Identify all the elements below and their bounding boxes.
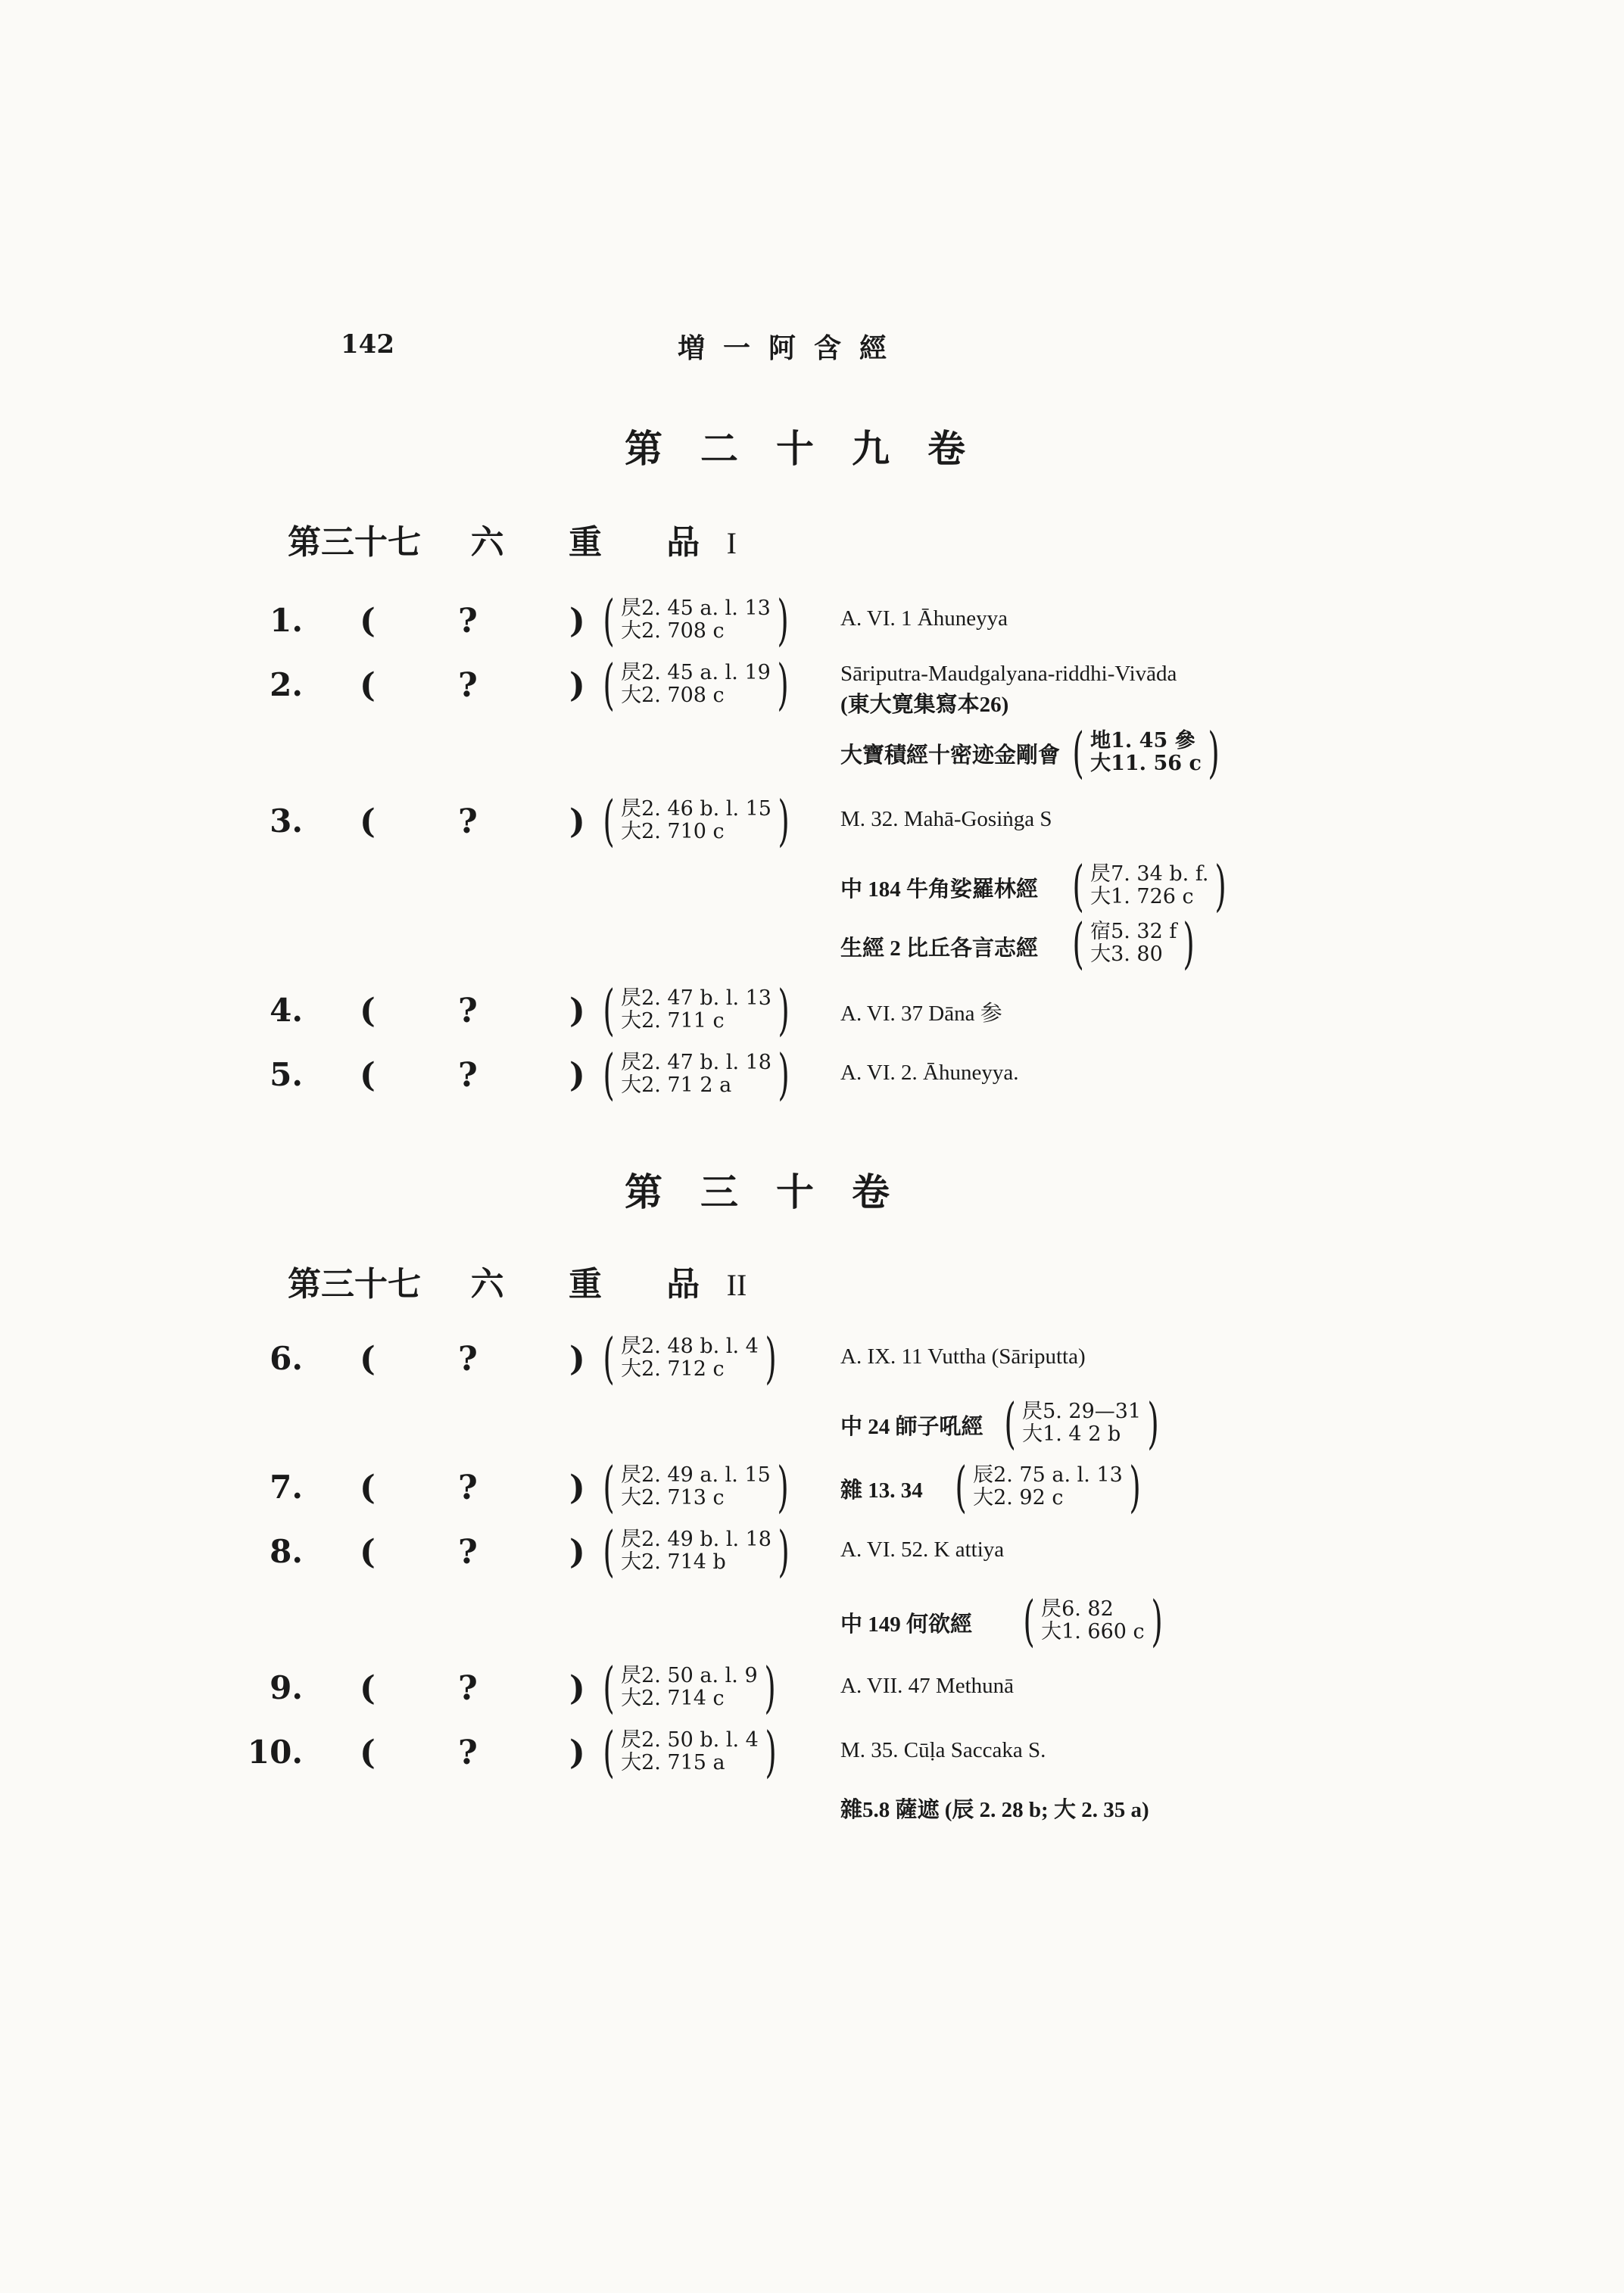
parallel-text: A. IX. 11 Vuttha (Sāriputta) [840, 1344, 1086, 1369]
ref-line-2: 大2. 714 b [621, 1550, 726, 1574]
close-paren: ) [569, 602, 585, 640]
ref-line-2: 大2. 710 c [621, 820, 725, 843]
ref-line-2: 大3. 80 [1090, 942, 1163, 966]
entry-number: 8. [270, 1533, 303, 1570]
entry-number: 1. [270, 602, 303, 639]
close-paren: ) [569, 1340, 585, 1379]
section-label: 第三十七 [288, 523, 421, 562]
entry-number: 7. [270, 1469, 303, 1506]
ref-line-2: 大2. 708 c [621, 619, 725, 643]
ref-line-1: 昃2. 47 b. l. 18 [621, 1051, 771, 1074]
entry-number: 3. [270, 802, 303, 840]
ref-line-2: 大2. 713 c [621, 1486, 725, 1509]
ref-line-1: 昃2. 46 b. l. 15 [621, 797, 771, 821]
juan-30-title: 第三十卷 [625, 1170, 927, 1214]
question-mark: ? [458, 666, 478, 705]
open-paren: ( [360, 1056, 376, 1095]
ref-bracket: ( 昃2. 46 b. l. 15 大2. 710 c ) [603, 789, 790, 852]
ref-line-2: 大2. 708 c [621, 684, 725, 707]
ref-line-2: 大2. 712 c [621, 1357, 725, 1381]
entry-number: 4. [270, 992, 303, 1029]
ref-line-1: 昃2. 49 a. l. 15 [621, 1463, 771, 1487]
ref-line-1: 宿5. 32 f [1090, 920, 1177, 943]
extra-parallel: 中 24 師子吼經 [840, 1415, 983, 1439]
extra-parallel: 中 184 牛角娑羅林經 [840, 877, 1039, 902]
running-title: 増一阿含經 [678, 332, 906, 364]
entry-number: 2. [270, 666, 303, 703]
ref-line-2: 大1. 660 c [1041, 1620, 1145, 1643]
question-mark: ? [458, 1734, 478, 1772]
parallel-text: 雜 13. 34 [840, 1478, 923, 1503]
ref-line-1: 昃2. 47 b. l. 13 [621, 986, 771, 1010]
parallel-text: A. VI. 1 Āhuneyya [840, 606, 1008, 631]
open-paren: ( [360, 992, 376, 1030]
entry-number: 5. [270, 1056, 303, 1093]
ref-line-1: 昃2. 45 a. l. 13 [621, 597, 771, 620]
ref-bracket: ( 昃2. 48 b. l. 4 大2. 712 c ) [603, 1326, 777, 1390]
extra-parallel: 中 149 何欲經 [840, 1612, 973, 1637]
ref-line-1: 昃2. 50 b. l. 4 [621, 1728, 759, 1752]
extra-ref: ( 昃5. 29—31 大1. 4 2 b ) [1004, 1391, 1159, 1455]
ref-line-1: 昃2. 48 b. l. 4 [621, 1335, 759, 1358]
ref-bracket: ( 昃2. 45 a. l. 13 大2. 708 c ) [603, 588, 789, 652]
ref-line-1: 昃5. 29—31 [1022, 1400, 1142, 1423]
question-mark: ? [458, 1669, 478, 1708]
close-paren: ) [569, 1669, 585, 1708]
ref-line-2: 大2. 715 a [621, 1751, 725, 1774]
open-paren: ( [360, 1533, 376, 1572]
ref-line-1: 昃7. 34 b. f. [1090, 862, 1209, 886]
question-mark: ? [458, 802, 478, 841]
close-paren: ) [569, 1469, 585, 1507]
parallel-text: A. VI. 52. K attiya [840, 1537, 1005, 1562]
open-paren: ( [360, 802, 376, 841]
parallel-text: M. 35. Cūḷa Saccaka S. [840, 1738, 1046, 1762]
entry-number: 9. [270, 1669, 303, 1706]
ref-line-2: 大2. 71 2 a [621, 1073, 732, 1097]
extra-ref: ( 昃7. 34 b. f. 大1. 726 c ) [1072, 854, 1227, 918]
question-mark: ? [458, 992, 478, 1030]
extra-ref-2: ( 宿5. 32 f 大3. 80 ) [1072, 911, 1195, 975]
ref-line-1: 辰2. 75 a. l. 13 [973, 1463, 1123, 1487]
extra-parallel: 大寶積經十密迹金剛會 [840, 743, 1061, 768]
open-paren: ( [360, 666, 376, 705]
section-name: 六 重 品 [470, 523, 700, 562]
ref-bracket: ( 昃2. 49 b. l. 18 大2. 714 b ) [603, 1519, 790, 1583]
close-paren: ) [569, 1734, 585, 1772]
parallel-ref: ( 辰2. 75 a. l. 13 大2. 92 c ) [955, 1455, 1141, 1519]
section-roman: II [726, 1268, 747, 1302]
parallel-text: M. 32. Mahā-Gosiṅga S [840, 807, 1052, 831]
ref-line-2: 大2. 92 c [973, 1486, 1064, 1509]
open-paren: ( [360, 1669, 376, 1708]
question-mark: ? [458, 1340, 478, 1379]
question-mark: ? [458, 602, 478, 640]
open-paren: ( [360, 602, 376, 640]
extra-ref: ( 昃6. 82 大1. 660 c ) [1023, 1589, 1163, 1653]
extra-parallel-2: 生經 2 比丘各言志經 [840, 936, 1039, 961]
parallel-text-2: (東大寛集寫本26) [840, 693, 1009, 717]
ref-line-1: 昃2. 50 a. l. 9 [621, 1664, 758, 1687]
ref-bracket: ( 昃2. 50 a. l. 9 大2. 714 c ) [603, 1656, 776, 1719]
open-paren: ( [360, 1340, 376, 1379]
close-paren: ) [569, 666, 585, 705]
extra-ref: ( 地1. 45 參 大11. 56 c ) [1072, 721, 1220, 784]
ref-bracket: ( 昃2. 49 a. l. 15 大2. 713 c ) [603, 1455, 789, 1519]
ref-line-1: 昃2. 45 a. l. 19 [621, 661, 771, 684]
section-heading-2 [288, 1257, 747, 1305]
ref-line-2: 大11. 56 c [1090, 752, 1202, 775]
entry-number: 10. [247, 1734, 303, 1771]
question-mark: ? [458, 1056, 478, 1095]
page-number: 142 [341, 329, 394, 360]
close-paren: ) [569, 1056, 585, 1095]
ref-line-2: 大2. 711 c [621, 1009, 725, 1033]
open-paren: ( [360, 1469, 376, 1507]
close-paren: ) [569, 992, 585, 1030]
parallel-text: Sāriputra-Maudgalyana-riddhi-Vivāda [840, 662, 1177, 686]
close-paren: ) [569, 802, 585, 841]
ref-bracket: ( 昃2. 47 b. l. 13 大2. 711 c ) [603, 978, 790, 1042]
ref-line-1: 昃2. 49 b. l. 18 [621, 1528, 771, 1551]
parallel-text: A. VI. 37 Dāna 参 [840, 1002, 1002, 1026]
section-roman: I [726, 526, 737, 560]
juan-29-title: 第二十九卷 [625, 426, 1003, 471]
section-heading-1 [288, 515, 737, 563]
ref-line-2: 大1. 726 c [1090, 885, 1194, 908]
extra-line: 雜5.8 薩遮 (辰 2. 28 b; 大 2. 35 a) [840, 1798, 1149, 1822]
ref-bracket: ( 昃2. 47 b. l. 18 大2. 71 2 a ) [603, 1042, 790, 1106]
section-label: 第三十七 [288, 1265, 421, 1304]
ref-bracket: ( 昃2. 50 b. l. 4 大2. 715 a ) [603, 1720, 777, 1784]
question-mark: ? [458, 1469, 478, 1507]
entry-number: 6. [270, 1340, 303, 1377]
question-mark: ? [458, 1533, 478, 1572]
parallel-text: A. VI. 2. Āhuneyya. [840, 1061, 1019, 1085]
parallel-text: A. VII. 47 Methunā [840, 1674, 1015, 1698]
ref-line-2: 大1. 4 2 b [1022, 1422, 1121, 1446]
ref-line-1: 地1. 45 參 [1090, 729, 1195, 752]
ref-bracket: ( 昃2. 45 a. l. 19 大2. 708 c ) [603, 653, 789, 716]
open-paren: ( [360, 1734, 376, 1772]
ref-line-2: 大2. 714 c [621, 1687, 725, 1710]
close-paren: ) [569, 1533, 585, 1572]
section-name: 六 重 品 [470, 1265, 700, 1304]
ref-line-1: 昃6. 82 [1041, 1597, 1114, 1621]
